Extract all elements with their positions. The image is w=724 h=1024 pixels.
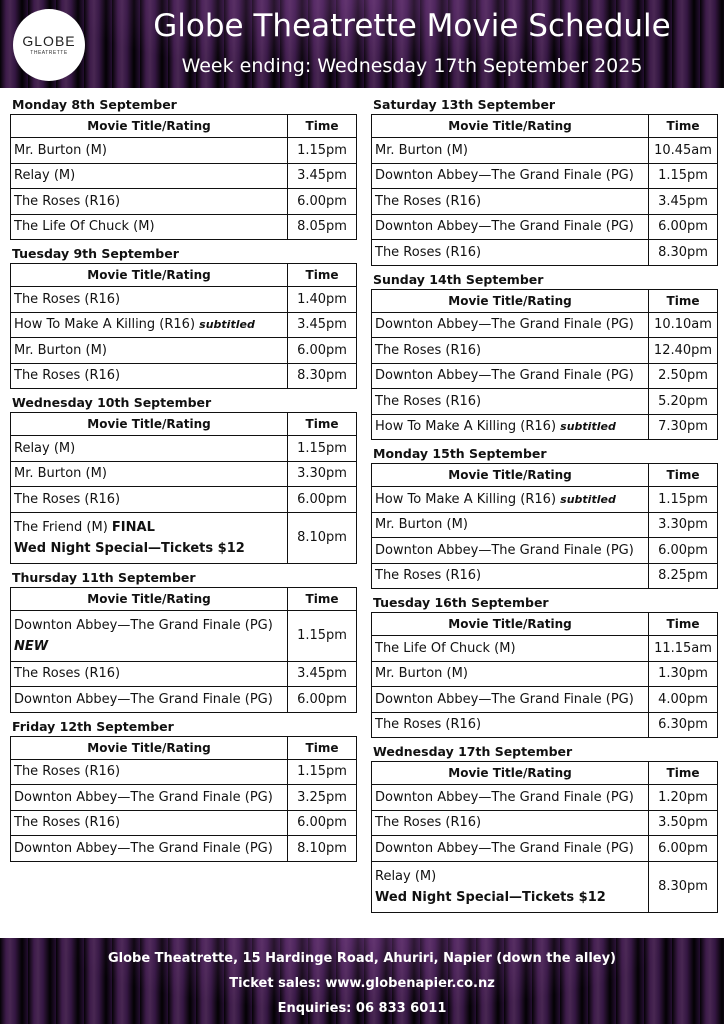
table-row <box>372 214 718 240</box>
table-row <box>372 487 718 513</box>
movie-title: The Roses (R16) <box>14 815 121 831</box>
movie-title: Downton Abbey—The Grand Finale (PG) <box>375 789 634 805</box>
table-header-row <box>372 762 718 785</box>
table-header-row <box>11 264 357 287</box>
day-heading: Tuesday 9th September <box>12 246 179 261</box>
movie-cell <box>11 810 288 836</box>
movie-cell <box>372 687 649 713</box>
movie-column-header: Movie Title/Rating <box>372 289 649 312</box>
movie-cell <box>372 414 649 440</box>
schedule-table <box>371 761 718 913</box>
time-column-header: Time <box>288 115 357 138</box>
movie-column-header: Movie Title/Rating <box>372 115 649 138</box>
time-cell: 4.00pm <box>649 687 718 713</box>
time-cell: 6.00pm <box>288 687 357 713</box>
time-cell: 3.45pm <box>288 312 357 338</box>
time-column-header: Time <box>649 762 718 785</box>
movie-title: Downton Abbey—The Grand Finale (PG) <box>14 840 273 856</box>
table-row <box>372 712 718 738</box>
new-label: NEW <box>14 638 49 654</box>
time-cell: 8.30pm <box>649 861 718 912</box>
movie-title: Downton Abbey—The Grand Finale (PG) <box>375 168 634 184</box>
movie-title: The Roses (R16) <box>375 244 482 260</box>
time-column-header: Time <box>649 613 718 636</box>
time-cell: 6.00pm <box>288 487 357 513</box>
day-heading: Tuesday 16th September <box>373 595 549 610</box>
table-row <box>372 538 718 564</box>
movie-cell <box>11 785 288 811</box>
movie-title: The Roses (R16) <box>375 393 482 409</box>
movie-title: Downton Abbey—The Grand Finale (PG) <box>14 789 273 805</box>
schedule-table <box>10 263 357 389</box>
time-column-header: Time <box>288 264 357 287</box>
final-label: FINAL <box>111 519 155 535</box>
time-cell: 3.50pm <box>649 810 718 836</box>
day-block <box>371 445 718 589</box>
time-cell: 10.45am <box>649 138 718 164</box>
table-row <box>11 338 357 364</box>
movie-title: Downton Abbey—The Grand Finale (PG) <box>14 617 273 633</box>
movie-cell <box>11 512 288 563</box>
movie-cell <box>11 610 288 661</box>
time-cell: 8.30pm <box>649 240 718 266</box>
globe-logo <box>13 9 85 81</box>
movie-column-header: Movie Title/Rating <box>11 115 288 138</box>
footer-banner <box>0 938 724 1024</box>
table-row <box>11 759 357 785</box>
movie-cell <box>11 759 288 785</box>
movie-title: The Roses (R16) <box>375 342 482 358</box>
table-row <box>11 138 357 164</box>
time-cell: 1.15pm <box>288 759 357 785</box>
movie-title: How To Make A Killing (R16) <box>375 491 557 507</box>
time-cell: 5.20pm <box>649 389 718 415</box>
movie-cell <box>372 214 649 240</box>
table-row <box>11 610 357 661</box>
time-cell: 8.30pm <box>288 363 357 389</box>
special-note: Wed Night Special—Tickets $12 <box>375 889 606 905</box>
movie-cell <box>11 312 288 338</box>
table-row <box>372 563 718 589</box>
movie-title: The Friend (M) <box>14 519 108 535</box>
movie-title: How To Make A Killing (R16) <box>375 419 557 435</box>
movie-cell <box>11 163 288 189</box>
footer-enquiries: Enquiries: 06 833 6011 <box>277 1001 447 1016</box>
movie-title: Mr. Burton (M) <box>14 342 107 358</box>
table-row <box>11 163 357 189</box>
movie-title: Downton Abbey—The Grand Finale (PG) <box>375 219 634 235</box>
time-cell: 7.30pm <box>649 414 718 440</box>
movie-cell <box>372 389 649 415</box>
table-row <box>11 487 357 513</box>
movie-cell <box>372 338 649 364</box>
time-cell: 8.10pm <box>288 836 357 862</box>
day-heading: Saturday 13th September <box>373 97 556 112</box>
movie-cell <box>11 461 288 487</box>
movie-title: The Roses (R16) <box>14 291 121 307</box>
movie-cell <box>11 436 288 462</box>
table-header-row <box>11 736 357 759</box>
page-subtitle: Week ending: Wednesday 17th September 2025 <box>181 55 643 77</box>
time-cell: 1.40pm <box>288 287 357 313</box>
movie-title: Relay (M) <box>375 868 437 884</box>
table-header-row <box>372 464 718 487</box>
table-header-row <box>372 289 718 312</box>
movie-title: Relay (M) <box>14 440 76 456</box>
table-row <box>372 363 718 389</box>
table-row <box>11 287 357 313</box>
time-cell: 8.25pm <box>649 563 718 589</box>
movie-title: The Life Of Chuck (M) <box>375 640 516 656</box>
time-cell: 1.15pm <box>288 436 357 462</box>
day-block <box>371 96 718 266</box>
movie-column-header: Movie Title/Rating <box>372 762 649 785</box>
subtitled-label: subtitled <box>560 420 616 434</box>
table-row <box>372 861 718 912</box>
time-column-header: Time <box>649 464 718 487</box>
movie-cell <box>372 712 649 738</box>
time-cell: 6.00pm <box>649 538 718 564</box>
movie-title: Downton Abbey—The Grand Finale (PG) <box>375 542 634 558</box>
movie-cell <box>372 785 649 811</box>
time-cell: 12.40pm <box>649 338 718 364</box>
movie-column-header: Movie Title/Rating <box>372 464 649 487</box>
time-cell: 11.15am <box>649 636 718 662</box>
table-row <box>11 810 357 836</box>
movie-cell <box>11 661 288 687</box>
movie-cell <box>372 861 649 912</box>
movie-cell <box>372 240 649 266</box>
movie-title: The Roses (R16) <box>14 764 121 780</box>
time-cell: 6.00pm <box>288 810 357 836</box>
time-cell: 3.45pm <box>288 661 357 687</box>
movie-title: Downton Abbey—The Grand Finale (PG) <box>375 317 634 333</box>
schedule-column-right <box>371 96 718 918</box>
table-row <box>372 240 718 266</box>
time-column-header: Time <box>649 115 718 138</box>
day-heading: Monday 15th September <box>373 446 547 461</box>
table-row <box>372 189 718 215</box>
page-title: Globe Theatrette Movie Schedule <box>153 8 671 44</box>
movie-cell <box>11 363 288 389</box>
schedule-table <box>10 412 357 564</box>
movie-title: Mr. Burton (M) <box>14 466 107 482</box>
movie-title: The Roses (R16) <box>375 815 482 831</box>
time-column-header: Time <box>649 289 718 312</box>
time-cell: 6.00pm <box>649 836 718 862</box>
time-cell: 1.15pm <box>288 138 357 164</box>
movie-title: Downton Abbey—The Grand Finale (PG) <box>375 691 634 707</box>
table-row <box>372 163 718 189</box>
movie-title: Mr. Burton (M) <box>14 142 107 158</box>
schedule-table <box>10 736 357 862</box>
table-row <box>11 363 357 389</box>
time-column-header: Time <box>288 587 357 610</box>
subtitled-label: subtitled <box>560 492 616 506</box>
schedule-table <box>371 463 718 589</box>
day-heading: Wednesday 10th September <box>12 395 212 410</box>
day-heading: Sunday 14th September <box>373 271 544 287</box>
table-header-row <box>372 115 718 138</box>
day-heading: Monday 8th September <box>12 97 177 112</box>
movie-cell <box>372 487 649 513</box>
movie-cell <box>11 138 288 164</box>
logo-subtext: THEATRETTE <box>30 50 68 56</box>
day-block <box>371 743 718 913</box>
time-cell: 6.00pm <box>288 189 357 215</box>
movie-title: The Roses (R16) <box>14 666 121 682</box>
movie-title: The Roses (R16) <box>375 717 482 733</box>
day-heading: Thursday 11th September <box>12 569 196 585</box>
table-row <box>11 436 357 462</box>
time-cell: 6.00pm <box>649 214 718 240</box>
table-row <box>372 512 718 538</box>
day-block <box>10 245 357 389</box>
day-block <box>10 569 357 713</box>
movie-title: The Roses (R16) <box>14 193 121 209</box>
day-heading: Friday 12th September <box>12 718 174 734</box>
time-cell: 3.30pm <box>649 512 718 538</box>
movie-title: Downton Abbey—The Grand Finale (PG) <box>14 691 273 707</box>
time-cell: 1.30pm <box>649 661 718 687</box>
table-row <box>11 512 357 563</box>
day-block <box>371 271 718 441</box>
table-row <box>372 338 718 364</box>
schedule-column-left <box>10 96 357 867</box>
time-cell: 1.15pm <box>649 163 718 189</box>
day-heading: Wednesday 17th September <box>373 744 573 759</box>
movie-title: The Life Of Chuck (M) <box>14 219 155 235</box>
day-block <box>10 96 357 240</box>
movie-cell <box>372 538 649 564</box>
time-cell: 10.10am <box>649 312 718 338</box>
table-row <box>372 389 718 415</box>
table-row <box>372 414 718 440</box>
movie-column-header: Movie Title/Rating <box>11 736 288 759</box>
movie-title: The Roses (R16) <box>375 568 482 584</box>
schedule-table <box>371 612 718 738</box>
movie-cell <box>372 312 649 338</box>
movie-cell <box>372 363 649 389</box>
table-row <box>11 214 357 240</box>
time-cell: 6.30pm <box>649 712 718 738</box>
movie-cell <box>11 487 288 513</box>
movie-cell <box>11 687 288 713</box>
table-row <box>372 810 718 836</box>
movie-cell <box>372 138 649 164</box>
movie-cell <box>372 163 649 189</box>
logo-text: GLOBE <box>22 33 76 49</box>
movie-column-header: Movie Title/Rating <box>11 587 288 610</box>
time-cell: 3.25pm <box>288 785 357 811</box>
table-row <box>11 836 357 862</box>
header-banner <box>0 0 724 88</box>
time-cell: 2.50pm <box>649 363 718 389</box>
movie-title: How To Make A Killing (R16) <box>14 317 196 333</box>
day-block <box>10 394 357 564</box>
movie-cell <box>11 189 288 215</box>
schedule-table <box>10 587 357 713</box>
movie-cell <box>372 810 649 836</box>
movie-cell <box>372 563 649 589</box>
table-row <box>372 661 718 687</box>
table-row <box>11 461 357 487</box>
movie-cell <box>11 287 288 313</box>
movie-title: The Roses (R16) <box>14 368 121 384</box>
movie-column-header: Movie Title/Rating <box>11 264 288 287</box>
movie-title: The Roses (R16) <box>375 193 482 209</box>
movie-cell <box>372 512 649 538</box>
movie-cell <box>372 636 649 662</box>
time-cell: 8.05pm <box>288 214 357 240</box>
schedule-table <box>10 114 357 240</box>
table-row <box>11 312 357 338</box>
movie-column-header: Movie Title/Rating <box>11 413 288 436</box>
footer-ticket-sales: Ticket sales: www.globenapier.co.nz <box>229 976 495 991</box>
movie-cell <box>372 836 649 862</box>
schedule-table <box>371 114 718 266</box>
table-row <box>11 785 357 811</box>
movie-cell <box>11 836 288 862</box>
time-cell: 3.30pm <box>288 461 357 487</box>
table-row <box>372 138 718 164</box>
movie-cell <box>11 338 288 364</box>
movie-cell <box>11 214 288 240</box>
table-header-row <box>372 613 718 636</box>
time-cell: 8.10pm <box>288 512 357 563</box>
table-row <box>11 661 357 687</box>
table-header-row <box>11 587 357 610</box>
time-column-header: Time <box>288 413 357 436</box>
table-row <box>372 636 718 662</box>
time-cell: 1.15pm <box>649 487 718 513</box>
table-header-row <box>11 413 357 436</box>
subtitled-label: subtitled <box>199 318 255 332</box>
movie-column-header: Movie Title/Rating <box>372 613 649 636</box>
movie-title: Mr. Burton (M) <box>375 142 468 158</box>
footer-address: Globe Theatrette, 15 Hardinge Road, Ahuriri, Napier (down the alley) <box>107 951 617 966</box>
movie-title: Downton Abbey—The Grand Finale (PG) <box>375 840 634 856</box>
time-cell: 3.45pm <box>649 189 718 215</box>
special-note: Wed Night Special—Tickets $12 <box>14 540 245 556</box>
movie-title: Mr. Burton (M) <box>375 666 468 682</box>
movie-title: Downton Abbey—The Grand Finale (PG) <box>375 368 634 384</box>
movie-cell <box>372 189 649 215</box>
time-cell: 1.20pm <box>649 785 718 811</box>
schedule-table <box>371 289 718 441</box>
movie-title: The Roses (R16) <box>14 491 121 507</box>
time-cell: 3.45pm <box>288 163 357 189</box>
table-row <box>372 687 718 713</box>
movie-title: Relay (M) <box>14 168 76 184</box>
day-block <box>371 594 718 738</box>
movie-cell <box>372 661 649 687</box>
table-row <box>372 312 718 338</box>
table-row <box>372 785 718 811</box>
time-cell: 6.00pm <box>288 338 357 364</box>
table-header-row <box>11 115 357 138</box>
table-row <box>11 189 357 215</box>
time-cell: 1.15pm <box>288 610 357 661</box>
movie-title: Mr. Burton (M) <box>375 517 468 533</box>
time-column-header: Time <box>288 736 357 759</box>
day-block <box>10 718 357 862</box>
table-row <box>11 687 357 713</box>
table-row <box>372 836 718 862</box>
